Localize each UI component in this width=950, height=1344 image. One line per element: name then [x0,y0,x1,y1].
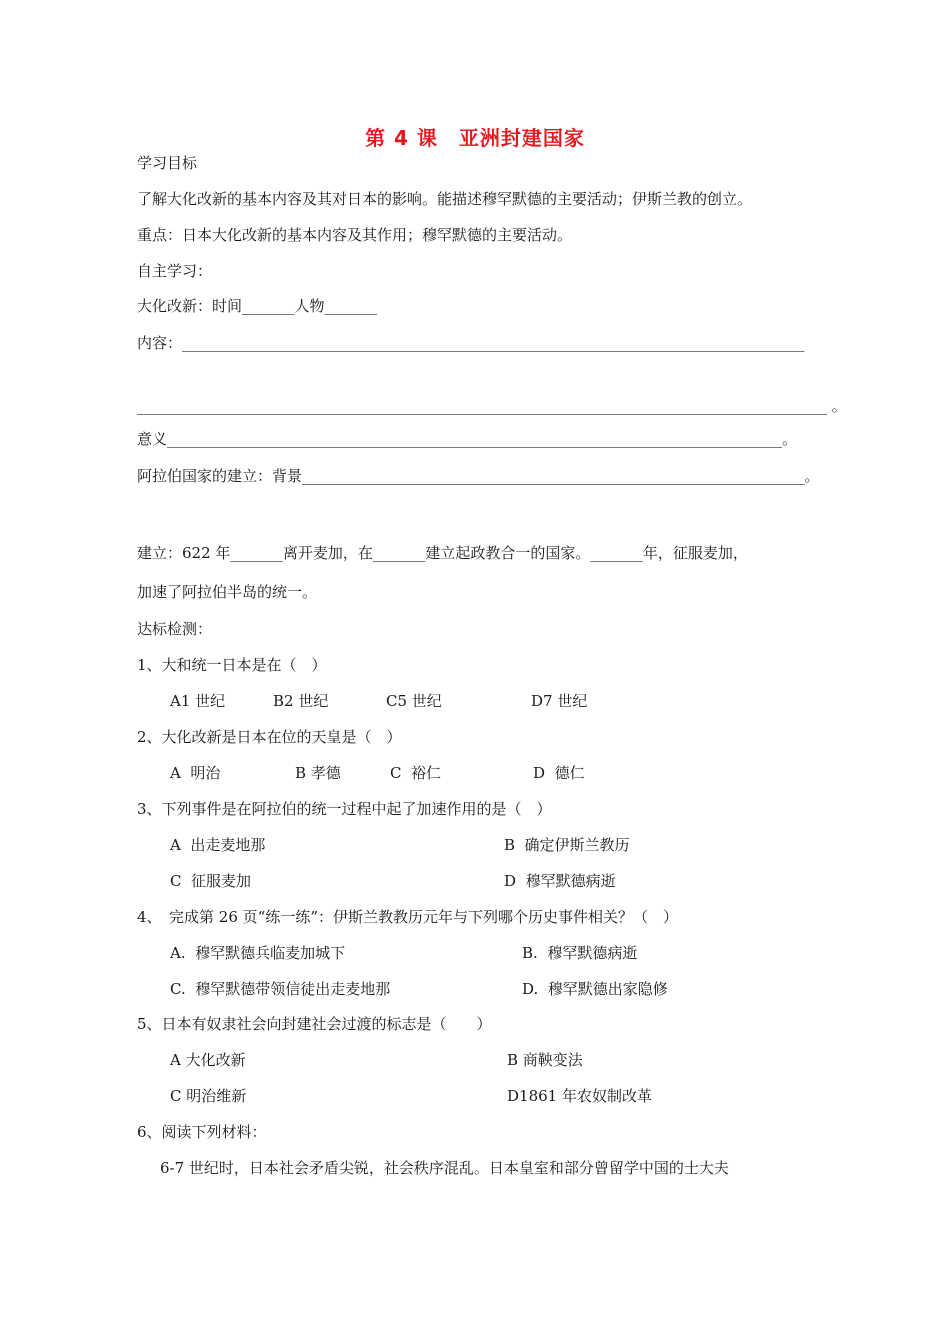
q6-passage: 6-7 世纪时，日本社会矛盾尖锐，社会秩序混乱。日本皇室和部分曾留学中国的士大夫 [160,1159,729,1177]
objectives-text: 了解大化改新的基本内容及其对日本的影响。能描述穆罕默德的主要活动；伊斯兰教的创立。 [137,190,753,208]
founding-fill-line-2: 加速了阿拉伯半岛的统一。 [137,583,318,601]
q2-option-b: B 孝德 [295,764,341,782]
q2-option-a: A 明治 [170,764,221,782]
question-6: 6、阅读下列材料： [137,1123,267,1141]
reform-fill-line: 大化改新：时间_______人物_______ [137,297,378,315]
q5-option-d: D1861 年农奴制改革 [507,1087,652,1105]
meaning-fill-line: 意义__________________________________________________________________________________。 [137,430,798,448]
founding-fill-line: 建立：622 年_______离开麦加，在_______建立起政教合一的国家。_______年，征服麦加， [137,544,748,562]
q3-option-b: B 确定伊斯兰教历 [504,836,630,854]
q2-option-d: D 德仁 [533,764,585,782]
objectives-heading: 学习目标 [137,154,198,172]
arab-background-fill-line: 阿拉伯国家的建立：背景___________________________________________________________________。 [137,467,820,485]
q1-option-a: A1 世纪 [170,692,226,710]
q2-option-c: C 裕仁 [390,764,442,782]
q1-option-b: B2 世纪 [273,692,329,710]
content-fill-line-2: ____________________________________________________________________________________________ 。 [137,397,847,415]
question-2: 2、大化改新是日本在位的天皇是（ ） [137,728,402,746]
question-5: 5、日本有奴隶社会向封建社会过渡的标志是（ ） [137,1015,492,1033]
q4-option-a: A. 穆罕默德兵临麦加城下 [170,944,346,962]
question-4: 4、 完成第 26 页“练一练”：伊斯兰教教历元年与下列哪个历史事件相关？（ ） [137,908,679,926]
question-3: 3、下列事件是在阿拉伯的统一过程中起了加速作用的是（ ） [137,800,552,818]
q5-option-a: A 大化改新 [170,1051,246,1069]
q1-option-d: D7 世纪 [531,692,588,710]
q5-option-c: C 明治维新 [170,1087,247,1105]
self-study-heading: 自主学习： [137,262,213,280]
q3-option-d: D 穆罕默德病逝 [504,872,616,890]
q1-option-c: C5 世纪 [386,692,442,710]
key-points: 重点：日本大化改新的基本内容及其作用；穆罕默德的主要活动。 [137,226,573,244]
page-title: 第 4 课 亚洲封建国家 [365,126,585,150]
q3-option-a: A 出走麦地那 [170,836,266,854]
q3-option-c: C 征服麦加 [170,872,252,890]
content-fill-line: 内容：___________________________________________________________________________________ [137,334,805,352]
q5-option-b: B 商鞅变法 [507,1051,583,1069]
question-1: 1、大和统一日本是在（ ） [137,656,327,674]
test-heading: 达标检测： [137,620,213,638]
q4-option-b: B. 穆罕默德病逝 [522,944,638,962]
q4-option-c: C. 穆罕默德带领信徒出走麦地那 [170,980,391,998]
q4-option-d: D. 穆罕默德出家隐修 [522,980,668,998]
